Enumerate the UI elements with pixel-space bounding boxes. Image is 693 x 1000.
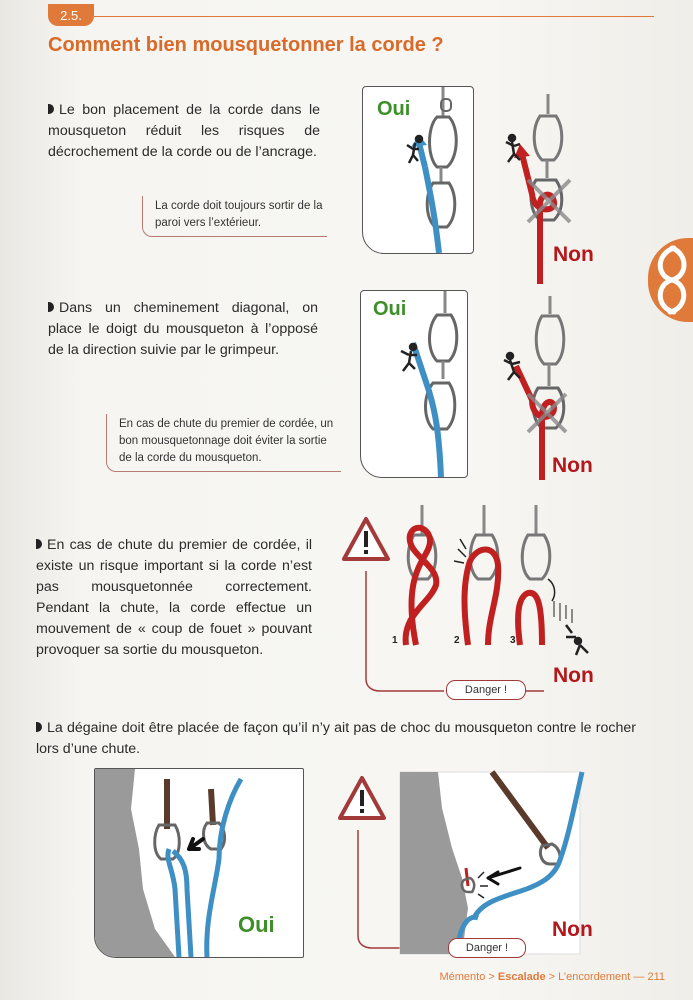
section-2-text: Dans un cheminement diagonal, on place le doigt du mousqueton à l’opposé de la direction suivie par le grimpeur. (48, 300, 318, 358)
step-3-label: 3 (510, 635, 516, 646)
section-1-bad-label: Non (553, 243, 594, 266)
section-2-bad-label: Non (552, 454, 593, 477)
climber-icon (506, 135, 520, 162)
section-1-note: La corde doit toujours sortir de la paroi vers l’extérieur. (142, 196, 327, 237)
footer-dash: — (633, 971, 645, 983)
title-rule (94, 16, 654, 17)
section-1-text: Le bon placement de la corde dans le mousqueton réduit les risques de décrochement de la corde ou de l’ancrage. (48, 102, 320, 160)
section-3-danger-label: Danger ! (446, 680, 526, 700)
footer-separator: > (548, 971, 556, 983)
footer-book: Mémento (439, 971, 486, 983)
section-3-bad-label: Non (553, 664, 594, 687)
warning-triangle-icon (344, 519, 388, 559)
footer-separator: > (488, 971, 495, 983)
section-1-good-label: Oui (377, 98, 411, 120)
bullet-icon (48, 104, 54, 114)
falling-climber-icon (554, 601, 588, 655)
section-2-note: En cas de chute du premier de cordée, un bon mousquetonnage doit éviter la sortie de la corde du mousqueton. (106, 414, 341, 472)
section-4-text: La dégaine doit être placée de façon qu’il n’y ait pas de choc du mousqueton contre le rocher lors d’une chute. (36, 720, 636, 757)
chapter-side-tab (648, 238, 693, 322)
page-number: 211 (647, 971, 665, 983)
section-2-good-label: Oui (373, 298, 407, 320)
section-4-bad-label: Non (552, 918, 593, 941)
bullet-icon (48, 302, 54, 312)
section-2-bad-illustration (492, 296, 612, 480)
warning-triangle-icon (340, 778, 384, 818)
section-3-text: En cas de chute du premier de cordée, il existe un risque important si la corde n’est pas mousquetonnée correctement. Pendant la chute, la corde effectue un mouvement de « coup de fouet » pouvant provoquer sa sortie du mousqueton. (36, 537, 312, 658)
footer-chapter: Escalade (497, 971, 546, 983)
figure-eight-knot-icon (648, 238, 693, 322)
climber-icon (401, 344, 417, 371)
bullet-icon (36, 722, 42, 732)
step-1-label: 1 (392, 635, 398, 646)
section-number-tab: 2.5. (48, 4, 94, 26)
footer-section: L’encordement (558, 971, 631, 983)
page-footer (439, 971, 665, 983)
section-4-good-label: Oui (238, 912, 275, 937)
page-title: Comment bien mousquetonner la corde ? (48, 34, 444, 56)
section-1-bad-illustration (492, 94, 612, 284)
step-2-label: 2 (454, 635, 460, 646)
section-4-danger-label: Danger ! (448, 938, 526, 958)
bullet-icon (36, 539, 42, 549)
